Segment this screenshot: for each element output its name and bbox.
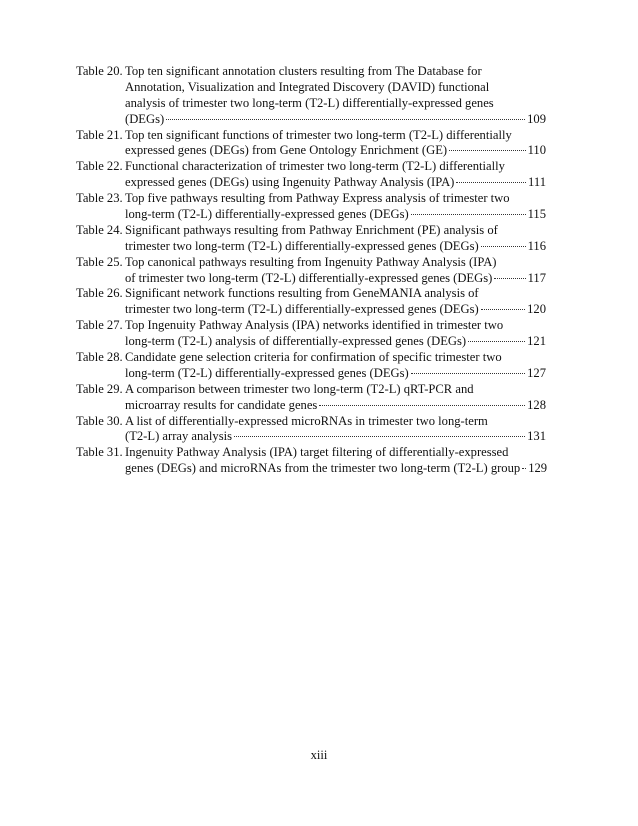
dot-leader: [494, 278, 525, 279]
toc-entry-line: [76, 461, 546, 477]
toc-entry: [76, 223, 546, 255]
table-title-text: (DEGs): [125, 111, 165, 126]
dot-leader: [468, 341, 525, 342]
toc-entry-line: [76, 286, 546, 302]
toc-entry-line: [76, 80, 546, 96]
toc-entry-line: [76, 334, 546, 350]
page-reference: 117: [527, 270, 546, 285]
toc-entry-line: [76, 255, 546, 271]
page-reference: 121: [527, 334, 546, 349]
table-title-text: Significant network functions resulting from GeneMANIA analysis of: [125, 286, 479, 301]
toc-entry: [76, 159, 546, 191]
toc-entry-line: [76, 239, 546, 255]
list-of-tables: [76, 64, 546, 477]
dot-leader: [411, 214, 526, 215]
page-reference: 110: [527, 143, 546, 158]
dot-leader: [481, 309, 525, 310]
table-title-text: (T2-L) array analysis: [125, 429, 232, 444]
toc-entry-line: [76, 191, 546, 207]
table-label: Table 23.: [76, 191, 123, 206]
page-reference: 131: [527, 429, 546, 444]
toc-entry: [76, 255, 546, 287]
table-title-text: A comparison between trimester two long-term (T2-L) qRT-PCR and: [125, 381, 474, 396]
toc-entry: [76, 128, 546, 160]
page-reference: 109: [527, 111, 546, 126]
table-label: Table 30.: [76, 413, 123, 428]
table-title-text: genes (DEGs) and microRNAs from the trimester two long-term (T2-L) group: [125, 461, 521, 476]
dot-leader: [411, 373, 525, 374]
table-title-text: Top five pathways resulting from Pathway Express analysis of trimester two: [125, 191, 510, 206]
table-title-text: analysis of trimester two long-term (T2-L) differentially-expressed genes: [125, 95, 494, 110]
table-title-text: Top ten significant annotation clusters resulting from The Database for: [125, 64, 482, 78]
table-label: Table 25.: [76, 254, 123, 269]
page-number: xiii: [310, 748, 328, 762]
dot-leader: [522, 468, 526, 469]
table-label: Table 20.: [76, 64, 123, 78]
table-title-text: trimester two long-term (T2-L) differentially-expressed genes (DEGs): [125, 302, 479, 317]
toc-entry-line: [76, 207, 546, 223]
toc-entry: [76, 382, 546, 414]
table-title-text: expressed genes (DEGs) from Gene Ontology Enrichment (GE): [125, 143, 448, 158]
toc-entry-line: [76, 445, 546, 461]
dot-leader: [456, 182, 526, 183]
table-title-text: microarray results for candidate genes: [125, 397, 318, 412]
table-label: Table 26.: [76, 286, 123, 301]
toc-entry-line: [76, 350, 546, 366]
table-title-text: Functional characterization of trimester two long-term (T2-L) differentially: [125, 159, 505, 174]
table-title-text: Ingenuity Pathway Analysis (IPA) target filtering of differentially-expressed: [125, 445, 509, 460]
table-label: Table 22.: [76, 159, 123, 174]
table-title-text: A list of differentially-expressed microRNAs in trimester two long-term: [125, 413, 488, 428]
dot-leader: [449, 150, 525, 151]
table-title-text: Candidate gene selection criteria for confirmation of specific trimester two: [125, 350, 502, 365]
table-label: Table 21.: [76, 127, 123, 142]
toc-entry-line: [76, 271, 546, 287]
page-reference: 127: [527, 365, 546, 380]
page-reference: 120: [527, 302, 546, 317]
page-reference: 116: [527, 238, 546, 253]
toc-entry-line: [76, 128, 546, 144]
toc-entry-line: [76, 64, 546, 80]
page-reference: 115: [527, 207, 546, 222]
toc-entry: [76, 350, 546, 382]
table-label: Table 31.: [76, 445, 123, 460]
toc-entry-line: [76, 414, 546, 430]
table-title-text: long-term (T2-L) differentially-expressed genes (DEGs): [125, 365, 409, 380]
page-reference: 111: [528, 175, 546, 190]
toc-entry-line: [76, 318, 546, 334]
toc-entry-line: [76, 223, 546, 239]
toc-entry: [76, 318, 546, 350]
toc-entry-line: [76, 175, 546, 191]
dot-leader: [166, 119, 525, 120]
toc-entry: [76, 191, 546, 223]
table-title-text: long-term (T2-L) differentially-expressed genes (DEGs): [125, 207, 409, 222]
toc-entry: [76, 414, 546, 446]
page-reference: 128: [527, 397, 546, 412]
toc-entry-line: [76, 112, 546, 128]
table-title-text: trimester two long-term (T2-L) differentially-expressed genes (DEGs): [125, 238, 479, 253]
toc-entry: [76, 64, 546, 128]
page-reference: 129: [528, 461, 548, 476]
table-label: Table 29.: [76, 381, 123, 396]
table-title-text: Annotation, Visualization and Integrated Discovery (DAVID) functional: [125, 79, 490, 94]
dot-leader: [319, 405, 525, 406]
table-title-text: Top canonical pathways resulting from Ingenuity Pathway Analysis (IPA): [125, 254, 497, 269]
table-label: Table 24.: [76, 222, 123, 237]
toc-entry-line: [76, 143, 546, 159]
toc-entry-line: [76, 398, 546, 414]
toc-entry-line: [76, 429, 546, 445]
toc-entry-line: [76, 302, 546, 318]
table-title-text: long-term (T2-L) analysis of differentially-expressed genes (DEGs): [125, 334, 467, 349]
dot-leader: [481, 246, 526, 247]
table-label: Table 28.: [76, 350, 123, 365]
toc-entry: [76, 445, 546, 477]
toc-entry-line: [76, 159, 546, 175]
dot-leader: [234, 436, 525, 437]
table-title-text: Top Ingenuity Pathway Analysis (IPA) networks identified in trimester two: [125, 318, 504, 333]
table-title-text: Significant pathways resulting from Pathway Enrichment (PE) analysis of: [125, 222, 498, 237]
toc-entry-line: [76, 382, 546, 398]
table-title-text: of trimester two long-term (T2-L) differentially-expressed genes (DEGs): [125, 270, 493, 285]
toc-entry-line: [76, 96, 546, 112]
table-title-text: expressed genes (DEGs) using Ingenuity Pathway Analysis (IPA): [125, 175, 455, 190]
toc-entry: [76, 286, 546, 318]
table-label: Table 27.: [76, 318, 123, 333]
table-title-text: Top ten significant functions of trimester two long-term (T2-L) differentially: [125, 127, 512, 142]
toc-entry-line: [76, 366, 546, 382]
